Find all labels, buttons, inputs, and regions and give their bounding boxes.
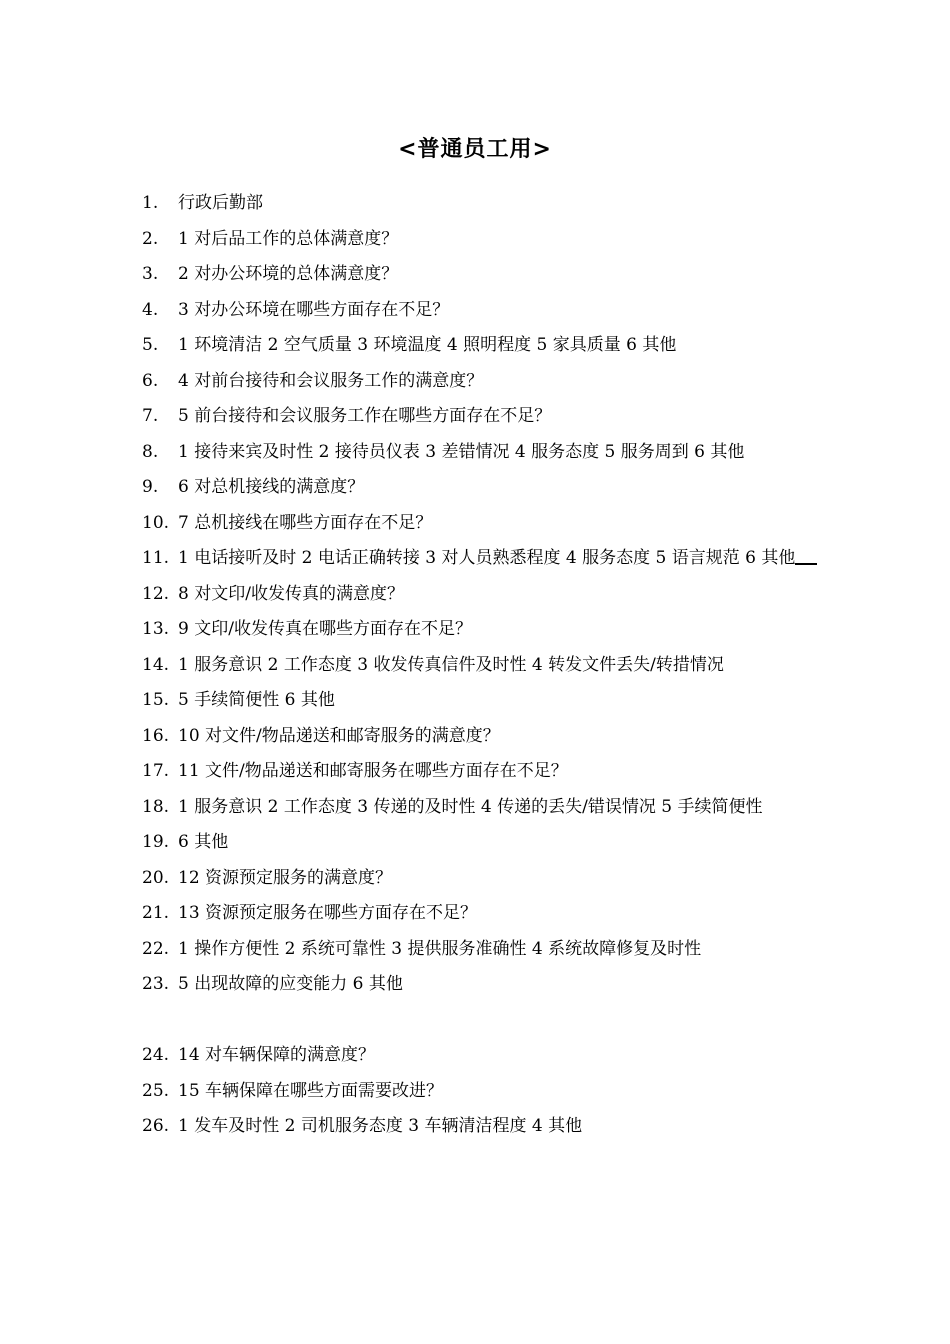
- item-number: 22.: [142, 938, 170, 959]
- list-item: [142, 790, 822, 826]
- list-item: [142, 470, 822, 506]
- list-item: [142, 328, 822, 364]
- item-number: 2.: [142, 228, 159, 249]
- item-text: 13 资源预定服务在哪些方面存在不足？: [178, 903, 478, 923]
- item-number: 3.: [142, 264, 159, 284]
- item-text: 1 对后品工作的总体满意度？: [178, 228, 399, 249]
- item-number: 20.: [142, 867, 170, 888]
- list-item: [142, 932, 822, 968]
- list-item: [142, 967, 822, 1003]
- item-number: 14.: [142, 654, 170, 675]
- list-item: [142, 683, 822, 719]
- list-item: [142, 896, 822, 932]
- list-item: [142, 861, 822, 897]
- item-text: 9 文印/收发传真在哪些方面存在不足？: [178, 619, 472, 639]
- item-number: 1.: [142, 193, 159, 213]
- item-text: 1 发车及时性 2 司机服务态度 3 车辆清洁程度 4 其他: [178, 1116, 583, 1136]
- item-number: 19.: [142, 832, 170, 852]
- item-number: 18.: [142, 796, 170, 817]
- list-item: [142, 257, 822, 293]
- item-number: 24.: [142, 1045, 170, 1065]
- answer-blank: [795, 545, 817, 565]
- item-text: 15 车辆保障在哪些方面需要改进？: [178, 1080, 444, 1101]
- item-number: 21.: [142, 903, 170, 923]
- list-item: [142, 754, 822, 790]
- item-text: 1 操作方便性 2 系统可靠性 3 提供服务准确性 4 系统故障修复及时性: [178, 938, 702, 959]
- list-item: [142, 435, 822, 471]
- item-text: 8 对文印/收发传真的满意度？: [178, 583, 404, 604]
- item-number: 5.: [142, 335, 159, 355]
- item-number: 11.: [142, 548, 170, 568]
- item-text: 6 对总机接线的满意度？: [178, 477, 365, 497]
- item-number: 9.: [142, 477, 159, 497]
- list-item: [142, 577, 822, 613]
- item-text: 1 服务意识 2 工作态度 3 传递的及时性 4 传递的丢失/错误情况 5 手续简便性: [178, 796, 763, 817]
- item-number: 13.: [142, 619, 170, 639]
- item-text: 3 对办公环境在哪些方面存在不足？: [178, 299, 450, 320]
- list-item: [142, 222, 822, 258]
- item-number: 4.: [142, 299, 159, 320]
- item-number: 6.: [142, 370, 159, 391]
- list-item: [142, 506, 822, 542]
- list-item: [142, 1109, 822, 1145]
- item-text: 11 文件/物品递送和邮寄服务在哪些方面存在不足？: [178, 761, 568, 781]
- item-text: 7 总机接线在哪些方面存在不足？: [178, 512, 433, 533]
- item-text: 1 接待来宾及时性 2 接待员仪表 3 差错情况 4 服务态度 5 服务周到 6 其他: [178, 441, 745, 462]
- item-text: 5 手续简便性 6 其他: [178, 690, 335, 710]
- item-text: 1 环境清洁 2 空气质量 3 环境温度 4 照明程度 5 家具质量 6 其他: [178, 335, 677, 355]
- list-item: [142, 364, 822, 400]
- item-text: 14 对车辆保障的满意度？: [178, 1045, 376, 1065]
- item-number: 10.: [142, 512, 170, 533]
- list-item: [142, 1038, 822, 1074]
- list-item: [142, 293, 822, 329]
- item-text: 12 资源预定服务的满意度？: [178, 867, 393, 888]
- item-text: 1 电话接听及时 2 电话正确转接 3 对人员熟悉程度 4 服务态度 5 语言规范 6 其他: [178, 548, 796, 568]
- item-number: 26.: [142, 1116, 170, 1136]
- list-item: [142, 1074, 822, 1110]
- list-item: [142, 541, 822, 577]
- item-number: 8.: [142, 441, 159, 462]
- list-item: [142, 186, 822, 222]
- item-number: 17.: [142, 761, 170, 781]
- item-text: 6 其他: [178, 832, 229, 852]
- list-item: [142, 399, 822, 435]
- list-item: [142, 648, 822, 684]
- item-number: 7.: [142, 406, 159, 426]
- paragraph-spacer: [142, 1003, 822, 1039]
- page-title: <普通员工用>: [398, 137, 552, 162]
- item-text: 10 对文件/物品递送和邮寄服务的满意度？: [178, 725, 500, 746]
- item-text: 1 服务意识 2 工作态度 3 收发传真信件及时性 4 转发文件丢失/转措情况: [178, 654, 724, 675]
- item-number: 15.: [142, 690, 170, 710]
- item-text: 5 前台接待和会议服务工作在哪些方面存在不足？: [178, 406, 552, 426]
- list-item: [142, 825, 822, 861]
- item-text: 行政后勤部: [178, 193, 263, 213]
- item-number: 12.: [142, 583, 170, 604]
- item-number: 23.: [142, 974, 170, 994]
- list-item: [142, 719, 822, 755]
- item-text: 4 对前台接待和会议服务工作的满意度？: [178, 370, 484, 391]
- item-text: 2 对办公环境的总体满意度？: [178, 264, 399, 284]
- item-text: 5 出现故障的应变能力 6 其他: [178, 974, 403, 994]
- item-number: 16.: [142, 725, 170, 746]
- item-number: 25.: [142, 1080, 170, 1101]
- list-item: [142, 612, 822, 648]
- question-list: [142, 186, 822, 1145]
